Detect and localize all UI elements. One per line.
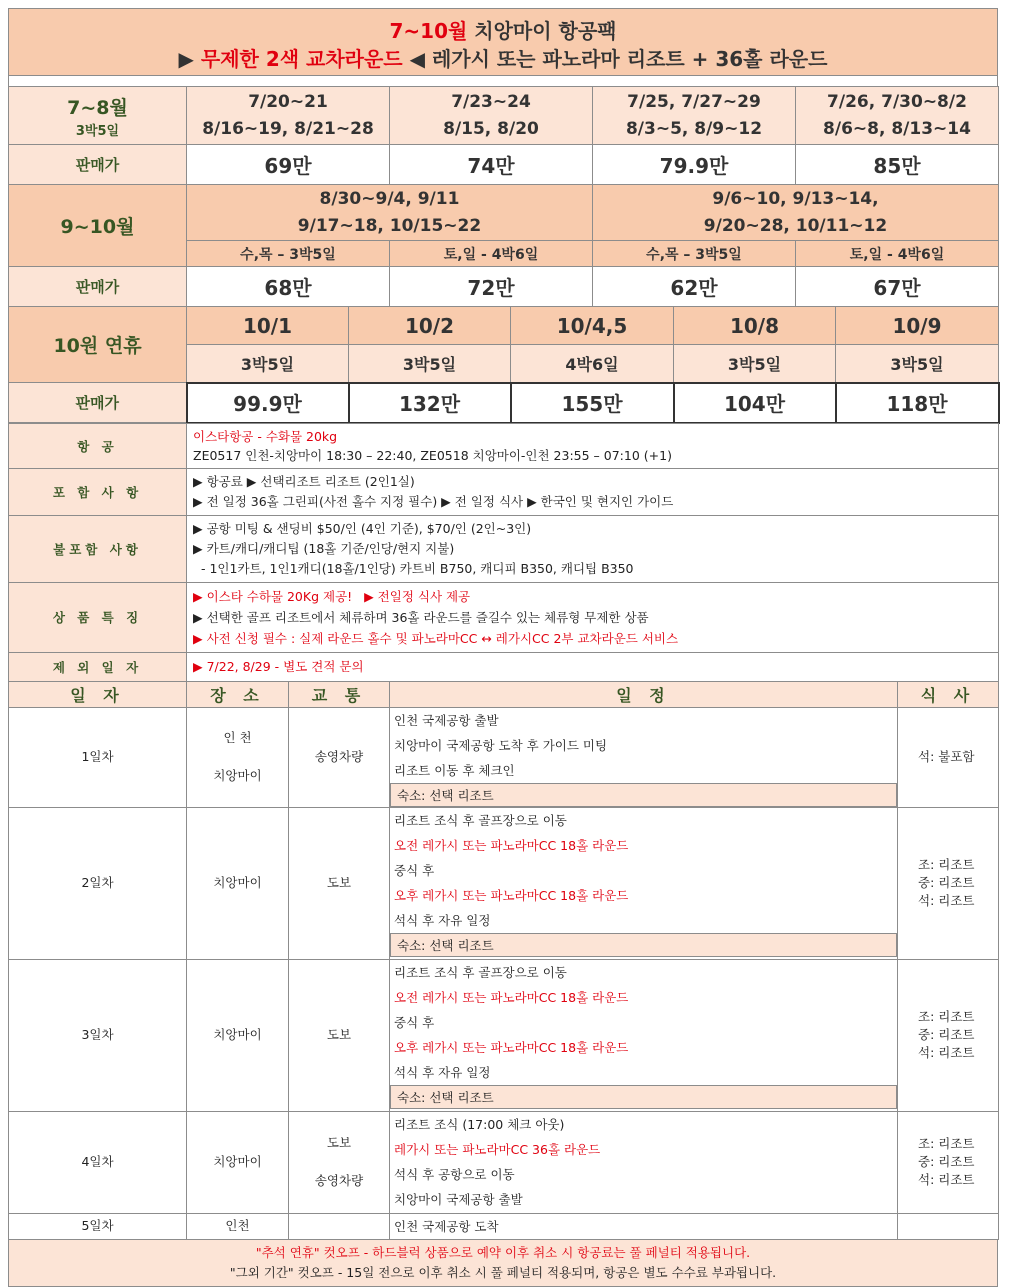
title-banner <box>8 8 998 76</box>
title-product: 치앙마이 항공팩 <box>467 19 617 43</box>
schedule-place: 치앙마이 <box>187 807 289 959</box>
excluded-dates-label: 제 외 일 자 <box>9 652 187 681</box>
notice-line: "그외 기간" 컷오프 - 15일 전으로 이후 취소 시 풀 페널티 적용되며, 항공은 별도 수수료 부과됩니다. <box>229 1264 777 1280</box>
accommodation-note: 숙소: 선택 리조트 <box>390 933 897 957</box>
exclude-label: 불포함 사항 <box>9 515 187 582</box>
price-value: 85만 <box>796 145 999 185</box>
price-label: 판매가 <box>9 267 187 307</box>
price-value: 132만 <box>349 383 511 423</box>
include-label: 포 함 사 항 <box>9 468 187 515</box>
airline-baggage: 이스타항공 - 수화물 20kg <box>193 428 338 444</box>
schedule-transport: 도보 <box>289 807 390 959</box>
price-value: 68만 <box>187 267 390 307</box>
cancellation-notice <box>8 1239 998 1287</box>
include-line: ▶ 전 일정 36홀 그린피(사전 홀수 지정 필수) ▶ 전 일정 식사 ▶ 한국인 및 현지인 가이드 <box>193 493 674 509</box>
schedule-day: 2일차 <box>9 807 187 959</box>
day-type: 수,목 – 3박5일 <box>187 241 390 267</box>
date-group: 7/25, 7/27~29 8/3~5, 8/9~12 <box>593 87 796 145</box>
price-value: 62만 <box>593 267 796 307</box>
exclude-info <box>187 515 999 582</box>
schedule-row <box>9 1111 999 1213</box>
itinerary-line: 리조트 조식 후 골프장으로 이동 <box>394 964 567 980</box>
day-type: 3박5일 <box>674 345 836 383</box>
price-table-jul-aug <box>8 86 999 185</box>
schedule-meals: 조: 리조트 중: 리조트 석: 리조트 <box>898 959 999 1111</box>
date-group: 8/30~9/4, 9/11 9/17~18, 10/15~22 <box>187 185 593 241</box>
itinerary-line: 치앙마이 국제공항 도착 후 가이드 미팅 <box>394 737 608 753</box>
schedule-itinerary <box>390 707 898 807</box>
schedule-itinerary <box>390 1213 898 1239</box>
info-table <box>8 423 999 682</box>
schedule-place: 치앙마이 <box>187 1111 289 1213</box>
schedule-place: 치앙마이 <box>187 959 289 1111</box>
exclude-line: - 1인1카트, 1인1캐디(18홀/1인당) 카트비 B750, 캐디피 B350, 캐디팁 B350 <box>201 560 634 576</box>
day-type: 4박6일 <box>511 345 674 383</box>
day-type: 3박5일 <box>187 345 349 383</box>
header-day: 일 자 <box>9 681 187 707</box>
itinerary-line: 인천 국제공항 출발 <box>394 712 499 728</box>
date-group: 7/23~24 8/15, 8/20 <box>390 87 593 145</box>
title-period: 7~10월 <box>389 19 468 43</box>
schedule-itinerary <box>390 807 898 959</box>
accommodation-note: 숙소: 선택 리조트 <box>390 1085 897 1109</box>
itinerary-line: 중식 후 <box>394 1014 435 1030</box>
itinerary-line: 중식 후 <box>394 862 435 878</box>
itinerary-line: 오후 레가시 또는 파노라마CC 18홀 라운드 <box>394 887 629 903</box>
price-value: 67만 <box>796 267 999 307</box>
airline-flights: ZE0517 인천-치앙마이 18:30 – 22:40, ZE0518 치앙마이-인천 23:55 – 07:10 (+1) <box>193 447 672 463</box>
schedule-itinerary <box>390 959 898 1111</box>
date-group: 7/26, 7/30~8/2 8/6~8, 8/13~14 <box>796 87 999 145</box>
itinerary-line: 오후 레가시 또는 파노라마CC 18홀 라운드 <box>394 1039 629 1055</box>
itinerary-line: 리조트 조식 (17:00 체크 아웃) <box>394 1116 565 1132</box>
holiday-date: 10/4,5 <box>511 307 674 345</box>
price-table-sep-oct <box>8 184 999 307</box>
day-type: 3박5일 <box>836 345 999 383</box>
notice-line: "추석 연휴" 컷오프 - 하드블럭 상품으로 예약 이후 취소 시 항공료는 풀 페널티 적용됩니다. <box>255 1244 751 1260</box>
include-info <box>187 468 999 515</box>
airline-info <box>187 423 999 468</box>
itinerary-line: 오전 레가시 또는 파노라마CC 18홀 라운드 <box>394 989 629 1005</box>
airline-label: 항 공 <box>9 423 187 468</box>
price-value: 155만 <box>511 383 674 423</box>
title-subtitle <box>9 41 997 72</box>
schedule-row <box>9 707 999 807</box>
schedule-day: 1일차 <box>9 707 187 807</box>
schedule-day: 3일차 <box>9 959 187 1111</box>
schedule-day: 5일차 <box>9 1213 187 1239</box>
schedule-row <box>9 959 999 1111</box>
title-main <box>9 9 997 41</box>
schedule-meals: 조: 리조트 중: 리조트 석: 리조트 <box>898 1111 999 1213</box>
feature-line: ▶ 사전 신청 필수 : 실제 라운드 홀수 및 파노라마CC ↔ 레가시CC 2부 교차라운드 서비스 <box>193 630 679 646</box>
price-value: 74만 <box>390 145 593 185</box>
schedule-table <box>8 681 999 1240</box>
feature-label: 상 품 특 징 <box>9 582 187 652</box>
schedule-transport: 도보 <box>289 959 390 1111</box>
holiday-date: 10/1 <box>187 307 349 345</box>
date-group: 9/6~10, 9/13~14, 9/20~28, 10/11~12 <box>593 185 999 241</box>
price-value: 72만 <box>390 267 593 307</box>
schedule-place: 인 천 치앙마이 <box>187 707 289 807</box>
subtitle-highlight: 무제한 2색 교차라운드 <box>200 47 403 71</box>
itinerary-line: 석식 후 자유 일정 <box>394 1064 491 1080</box>
itinerary-line: 오전 레가시 또는 파노라마CC 18홀 라운드 <box>394 837 629 853</box>
schedule-row <box>9 1213 999 1239</box>
date-group: 7/20~21 8/16~19, 8/21~28 <box>187 87 390 145</box>
itinerary-page <box>8 8 998 1287</box>
price-label: 판매가 <box>9 145 187 185</box>
schedule-day: 4일차 <box>9 1111 187 1213</box>
arrow-right-icon: ▶ <box>178 47 201 71</box>
schedule-meals <box>898 1213 999 1239</box>
schedule-transport: 도보 송영차량 <box>289 1111 390 1213</box>
price-value: 104만 <box>674 383 836 423</box>
holiday-date: 10/9 <box>836 307 999 345</box>
price-table-oct-holiday <box>8 306 1000 424</box>
itinerary-line: 레가시 또는 파노라마CC 36홀 라운드 <box>394 1141 601 1157</box>
day-type: 수,목 – 3박5일 <box>593 241 796 267</box>
schedule-row <box>9 807 999 959</box>
season-label-oct-holiday: 10원 연휴 <box>9 307 187 383</box>
header-transport: 교 통 <box>289 681 390 707</box>
schedule-place: 인천 <box>187 1213 289 1239</box>
accommodation-note: 숙소: 선택 리조트 <box>390 783 897 807</box>
holiday-date: 10/8 <box>674 307 836 345</box>
price-value: 69만 <box>187 145 390 185</box>
itinerary-line: 치앙마이 국제공항 출발 <box>394 1191 523 1207</box>
schedule-transport <box>289 1213 390 1239</box>
feature-line: ▶ 선택한 골프 리조트에서 체류하며 36홀 라운드를 즐길수 있는 체류형 무제한 상품 <box>193 609 649 625</box>
schedule-header <box>9 681 999 707</box>
schedule-itinerary <box>390 1111 898 1213</box>
header-place: 장 소 <box>187 681 289 707</box>
feature-info <box>187 582 999 652</box>
arrow-left-icon: ◀ <box>402 47 432 71</box>
day-type: 토,일 - 4박6일 <box>390 241 593 267</box>
price-value: 99.9만 <box>187 383 349 423</box>
season-label-jul-aug: 7~8월 3박5일 <box>9 87 187 145</box>
feature-line: ▶ 이스타 수하물 20Kg 제공! ▶ 전일정 식사 제공 <box>193 588 471 604</box>
itinerary-line: 리조트 조식 후 골프장으로 이동 <box>394 812 567 828</box>
include-line: ▶ 항공료 ▶ 선택리조트 리조트 (2인1실) <box>193 473 415 489</box>
price-label: 판매가 <box>9 383 187 423</box>
day-type: 3박5일 <box>349 345 511 383</box>
season-duration: 3박5일 <box>75 123 120 139</box>
price-value: 118만 <box>836 383 999 423</box>
exclude-line: ▶ 카트/캐디/캐디팁 (18홀 기준/인당/현지 지불) <box>193 540 455 556</box>
itinerary-line: 리조트 이동 후 체크인 <box>394 762 515 778</box>
header-itinerary: 일 정 <box>390 681 898 707</box>
season-label-sep-oct: 9~10월 <box>9 185 187 267</box>
schedule-transport: 송영차량 <box>289 707 390 807</box>
excluded-dates: ▶ 7/22, 8/29 - 별도 견적 문의 <box>187 652 999 681</box>
itinerary-line: 석식 후 자유 일정 <box>394 912 491 928</box>
price-value: 79.9만 <box>593 145 796 185</box>
subtitle-rest: 레가시 또는 파노라마 리조트 + 36홀 라운드 <box>431 47 828 71</box>
schedule-meals: 조: 리조트 중: 리조트 석: 리조트 <box>898 807 999 959</box>
day-type: 토,일 - 4박6일 <box>796 241 999 267</box>
exclude-line: ▶ 공항 미팅 & 샌딩비 $50/인 (4인 기준), $70/인 (2인~3인) <box>193 520 532 536</box>
header-meals: 식 사 <box>898 681 999 707</box>
schedule-meals: 석: 불포함 <box>898 707 999 807</box>
holiday-date: 10/2 <box>349 307 511 345</box>
itinerary-line: 인천 국제공항 도착 <box>394 1218 499 1234</box>
itinerary-line: 석식 후 공항으로 이동 <box>394 1166 515 1182</box>
